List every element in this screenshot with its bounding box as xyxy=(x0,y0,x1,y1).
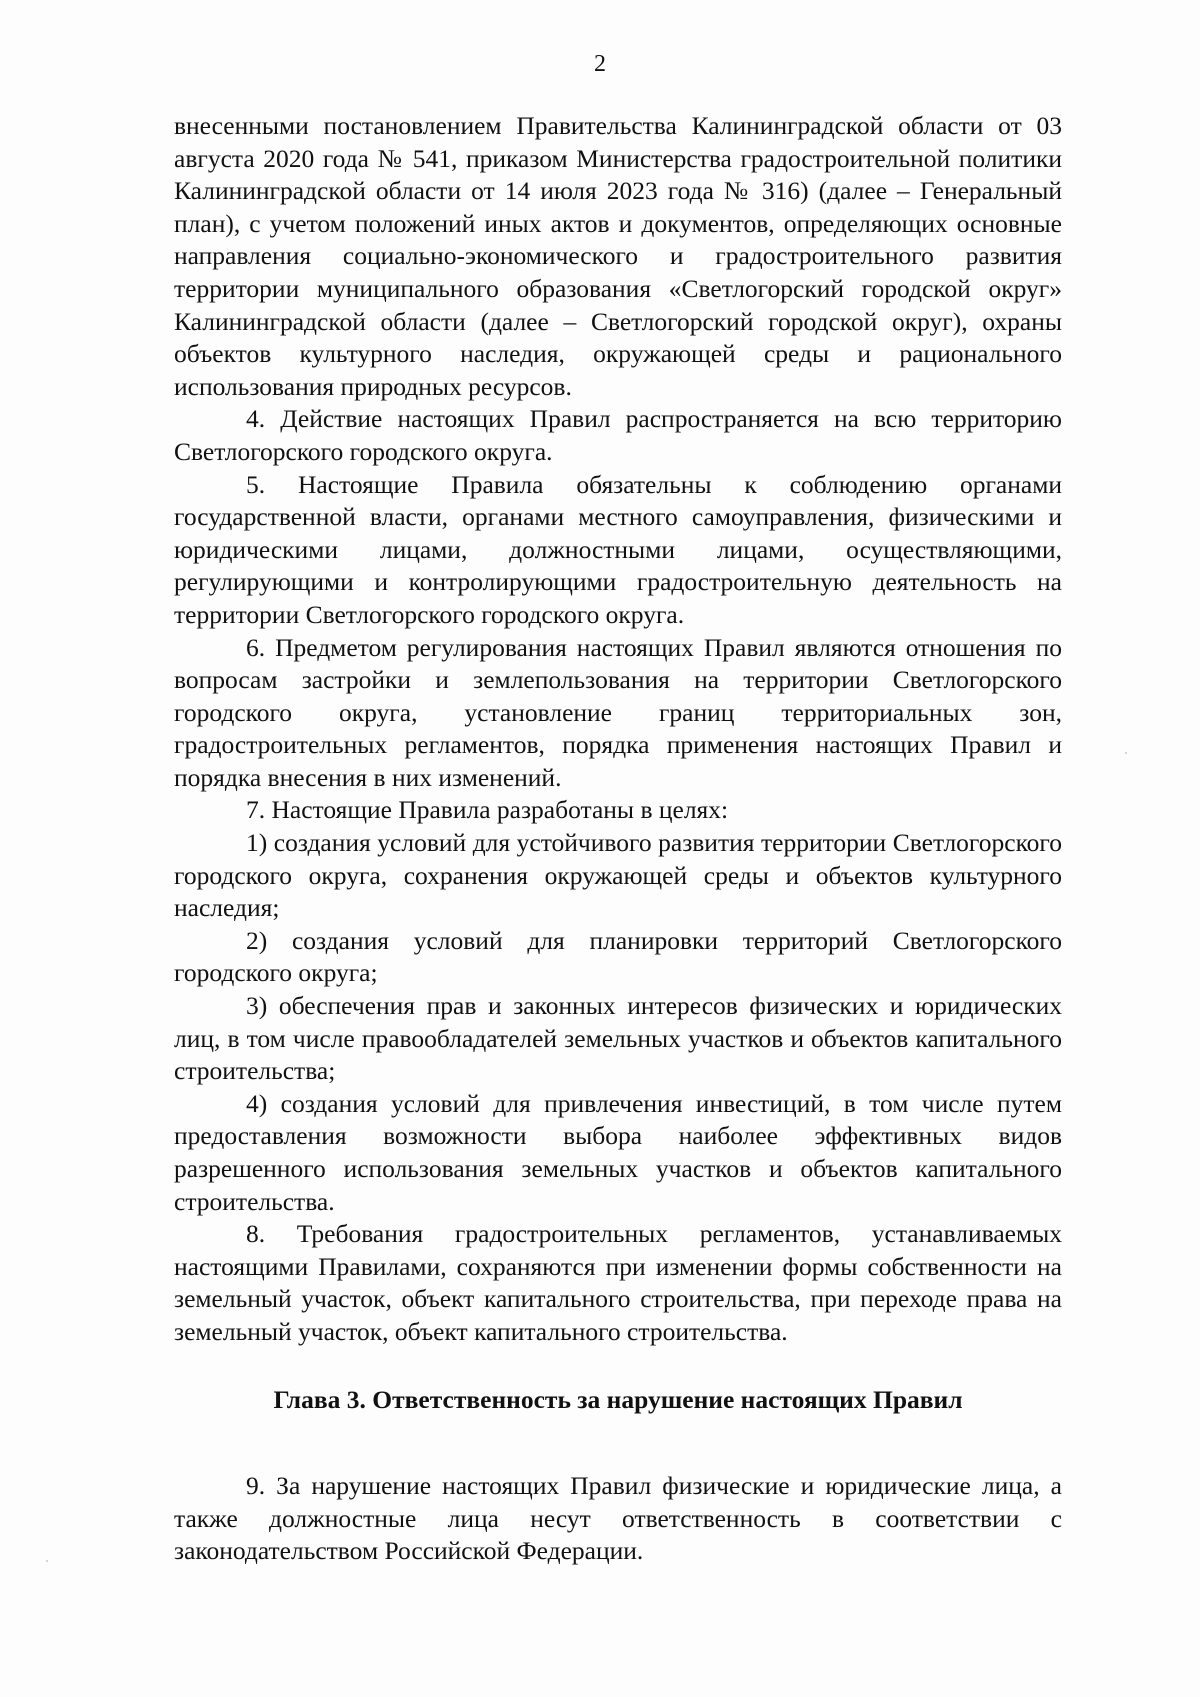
chapter-heading: Глава 3. Ответственность за нарушение настоящих Правил xyxy=(273,1385,963,1414)
scan-speck xyxy=(46,1560,48,1562)
paragraph-item-5: 5. Настоящие Правила обязательны к соблюдению органами государственной власти, органами местного самоуправления, физическими и юридическими лицами, должностными лицами, осуществляющими, регулирующими и контролирующими градостроительную деятельность на территории Светлогорского городского округа. xyxy=(174,469,1062,629)
scan-speck xyxy=(1125,752,1127,754)
paragraph-continuation: внесенными постановлением Правительства Калининградской области от 03 августа 2020 года № 541, приказом Министерства градостроительной политики Калининградской области от 14 июля 2023 года № 316) (далее – Генеральный план), с учетом положений иных актов и документов, определяющих основные направления социально-экономического и градостроительного развития территории муниципального образования «Светлогорский городской округ» Калининградской области (далее – Светлогорский городской округ), охраны объектов культурного наследия, окружающей среды и рационального использования природных ресурсов. xyxy=(174,111,1062,401)
paragraph-subitem-1: 1) создания условий для устойчивого развития территории Светлогорского городского округа, сохранения окружающей среды и объектов культурного наследия; xyxy=(174,828,1062,923)
paragraph-item-8: 8. Требования градостроительных регламентов, устанавливаемых настоящими Правилами, сохраняются при изменении формы собственности на земельный участок, объект капитального строительства, при переходе права на земельный участок, объект капитального строительства. xyxy=(174,1219,1062,1346)
chapter-body xyxy=(174,1470,1062,1568)
paragraph-subitem-4: 4) создания условий для привлечения инвестиций, в том числе путем предоставления возможности выбора наиболее эффективных видов разрешенного использования земельных участков и объектов капитального строительства. xyxy=(174,1088,1062,1216)
paragraph-item-9: 9. За нарушение настоящих Правил физические и юридические лица, а также должностные лица несут ответственность в соответствии с законодательством Российской Федерации. xyxy=(174,1471,1062,1566)
paragraph-item-4: 4. Действие настоящих Правил распространяется на всю территорию Светлогорского городского округа. xyxy=(174,404,1062,466)
document-body xyxy=(174,110,1062,1349)
paragraph-item-6: 6. Предметом регулирования настоящих Правил являются отношения по вопросам застройки и землепользования на территории Светлогорского городского округа, установление границ территориальных зон, градостроительных регламентов, порядка применения настоящих Правил и порядка внесения в них изменений. xyxy=(174,632,1062,792)
paragraph-subitem-2: 2) создания условий для планировки территорий Светлогорского городского округа; xyxy=(174,925,1062,988)
paragraph-subitem-3: 3) обеспечения прав и законных интересов физических и юридических лиц, в том числе правообладателей земельных участков и объектов капитального строительства; xyxy=(174,991,1062,1086)
page-number: 2 xyxy=(594,51,606,77)
paragraph-item-7: 7. Настоящие Правила разработаны в целях: xyxy=(246,795,729,825)
